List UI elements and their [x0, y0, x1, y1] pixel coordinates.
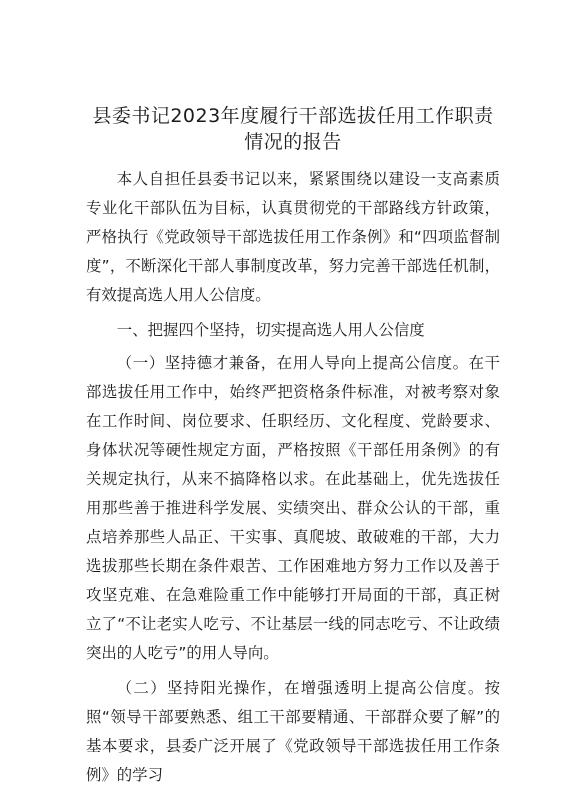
- subsection-2-paragraph: （二）坚持阳光操作，在增强透明上提高公信度。按照“领导干部要熟悉、组工干部要精通、干部群众要了解”的基本要求，县委广泛开展了《党政领导干部选拔任用工作条例》的学习: [86, 679, 500, 784]
- document-title-line-1: 县委书记2023年度履行干部选拔任用工作职责: [92, 105, 494, 127]
- document-title-line-2: 情况的报告: [244, 131, 342, 153]
- document-title: [86, 103, 500, 155]
- intro-paragraph: 本人自担任县委书记以来，紧紧围绕以建设一支高素质专业化干部队伍为目标，认真贯彻党的干部路线方针政策，严格执行《党政领导干部选拔任用工作条例》和“四项监督制度”，不断深化干部人事制度改革，努力完善干部选任机制，有效提高选人用人公信度。: [86, 170, 500, 304]
- subsection-1-paragraph: （一）坚持德才兼备，在用人导向上提高公信度。在干部选拔任用工作中，始终严把资格条件标准，对被考察对象在工作时间、岗位要求、任职经历、文化程度、党龄要求、身体状况等硬性规定方面，严格按照《干部任用条例》的有关规定执行，从来不搞降格以求。在此基础上，优先选拔任用那些善于推进科学发展、实绩突出、群众公认的干部，重点培养那些人品正、干实事、真爬坡、敢破难的干部，大力选拔那些长期在条件艰苦、工作困难地方努力工作以及善于攻坚克难、在急难险重工作中能够打开局面的干部，真正树立了“不让老实人吃亏、不让基层一线的同志吃亏、不让政绩突出的人吃亏”的用人导向。: [86, 354, 500, 662]
- section-heading: 一、把握四个坚持，切实提高选人用人公信度: [116, 321, 425, 339]
